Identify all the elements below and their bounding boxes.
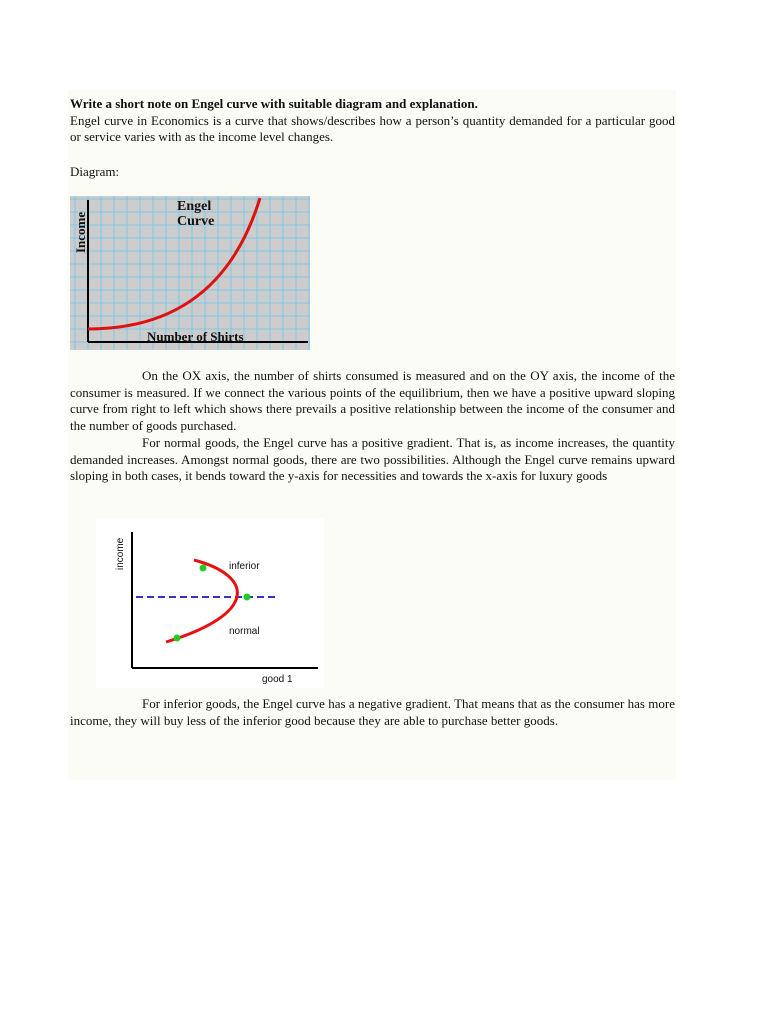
point-turning [244,594,251,601]
intro-section [70,96,675,146]
figure2-background [96,518,324,688]
figure2-x-axis-label: good 1 [262,674,293,685]
label-inferior: inferior [229,561,260,572]
diagram-label: Diagram: [70,164,120,179]
figure-title-line1: Engel [177,199,212,214]
paragraph-axes: On the OX axis, the number of shirts consumed is measured and on the OY axis, the income of the consumer is measured. If we connect the various points of the equilibrium, then we have a positive upward sloping curve from right to left which shows there prevails a positive relationship between the income of the consumer and the number of goods purchased. [70,368,675,433]
engel-curve-normal-inferior-figure [96,518,324,688]
point-inferior [200,565,207,572]
label-normal: normal [229,626,260,637]
figure-title-line2: Curve [177,214,215,229]
figure2-y-axis-label: income [115,537,126,570]
y-axis-label: Income [73,211,88,253]
page-heading: Write a short note on Engel curve with suitable diagram and explanation. [70,96,478,111]
point-normal [174,635,181,642]
intro-paragraph: Engel curve in Economics is a curve that shows/describes how a person’s quantity demanded for a particular good or service varies with as the income level changes. [70,112,675,145]
engel-curve-figure [70,196,310,350]
x-axis-label: Number of Shirts [147,329,244,344]
paragraph-normal-goods: For normal goods, the Engel curve has a positive gradient. That is, as income increases, the quantity demanded increases. Amongst normal goods, there are two possibilities. Although the Engel curve remains upward sloping in both cases, it bends toward the y-axis for necessities and towards the x-axis for luxury goods [70,435,675,484]
paragraph-inferior-goods: For inferior goods, the Engel curve has a negative gradient. That means that as the consumer has more income, they will buy less of the inferior good because they are able to purchase better goods. [70,696,675,728]
